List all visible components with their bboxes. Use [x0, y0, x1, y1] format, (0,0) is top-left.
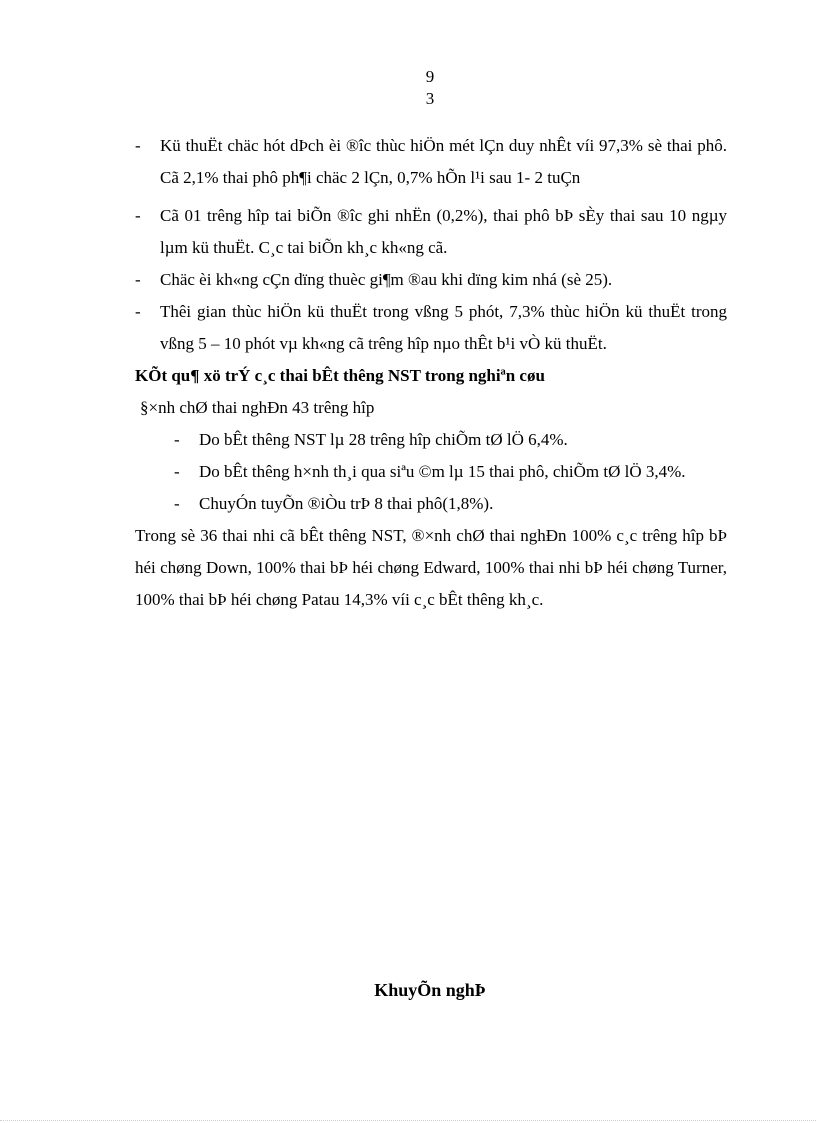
section-heading: KÕt qu¶ xö trÝ c¸c thai bÊt thêng NST trong nghiªn cøu — [135, 366, 545, 385]
document-body — [135, 130, 727, 616]
bullet-dash: - — [174, 462, 180, 481]
list-item-text: ChuyÓn tuyÕn ®iÒu trÞ 8 thai phô(1,8%). — [199, 494, 494, 513]
list-item-text: Kü thuËt chäc hót dÞch èi ®îc thùc hiÖn mét lÇn duy nhÊt víi 97,3% sè thai phô. Cã 2,1% thai phô ph¶i chäc 2 lÇn, 0,7% hÕn l¹i sau 1- 2 tuÇn — [160, 136, 727, 187]
page-bottom-divider — [0, 1120, 816, 1121]
list-item — [135, 200, 727, 264]
list-item-text: Do bÊt thêng NST lµ 28 trêng hîp chiÕm tØ lÖ 6,4%. — [199, 430, 568, 449]
list-item — [135, 424, 727, 456]
list-item-text: Do bÊt thêng h×nh th¸i qua siªu ©m lµ 15 thai phô, chiÕm tØ lÖ 3,4%. — [199, 462, 686, 481]
bullet-dash: - — [135, 302, 141, 321]
list-item — [135, 488, 727, 520]
list-item — [135, 130, 727, 194]
list-item — [135, 456, 727, 488]
list-item — [135, 264, 727, 296]
subsection-line: §×nh chØ thai nghÐn 43 trêng hîp — [140, 398, 375, 417]
bullet-dash: - — [135, 270, 141, 289]
recommendation-heading: KhuyÕn nghÞ — [374, 980, 486, 1000]
list-item-text: Chäc èi kh«ng cÇn dïng thuèc gi¶m ®au khi dïng kim nhá (sè 25). — [160, 270, 613, 289]
list-item-text: Thêi gian thùc hiÖn kü thuËt trong vßng 5 phót, 7,3% thùc hiÖn kü thuËt trong vßng 5 – 10 phót vµ kh«ng cã trêng hîp nµo thÊt b¹i vÒ kü thuËt. — [160, 302, 727, 353]
bullet-dash: - — [135, 206, 141, 225]
closing-paragraph: Trong sè 36 thai nhi cã bÊt thêng NST, ®×nh chØ thai nghÐn 100% c¸c trêng hîp bÞ héi chøng Down, 100% thai bÞ héi chøng Edward, 100% thai nhi bÞ héi chøng Turner, 100% thai bÞ héi chøng Patau 14,3% víi c¸c bÊt thêng kh¸c. — [135, 526, 727, 609]
page-number-line-1: 9 — [425, 67, 435, 86]
list-item-text: Cã 01 trêng hîp tai biÕn ®îc ghi nhËn (0,2%), thai phô bÞ sÈy thai sau 10 ngµy lµm kü thuËt. C¸c tai biÕn kh¸c kh«ng cã. — [160, 206, 727, 257]
bullet-dash: - — [174, 494, 180, 513]
bullet-dash: - — [135, 136, 141, 155]
list-item — [135, 296, 727, 360]
page-number-line-2: 3 — [425, 89, 435, 108]
bullet-dash: - — [174, 430, 180, 449]
